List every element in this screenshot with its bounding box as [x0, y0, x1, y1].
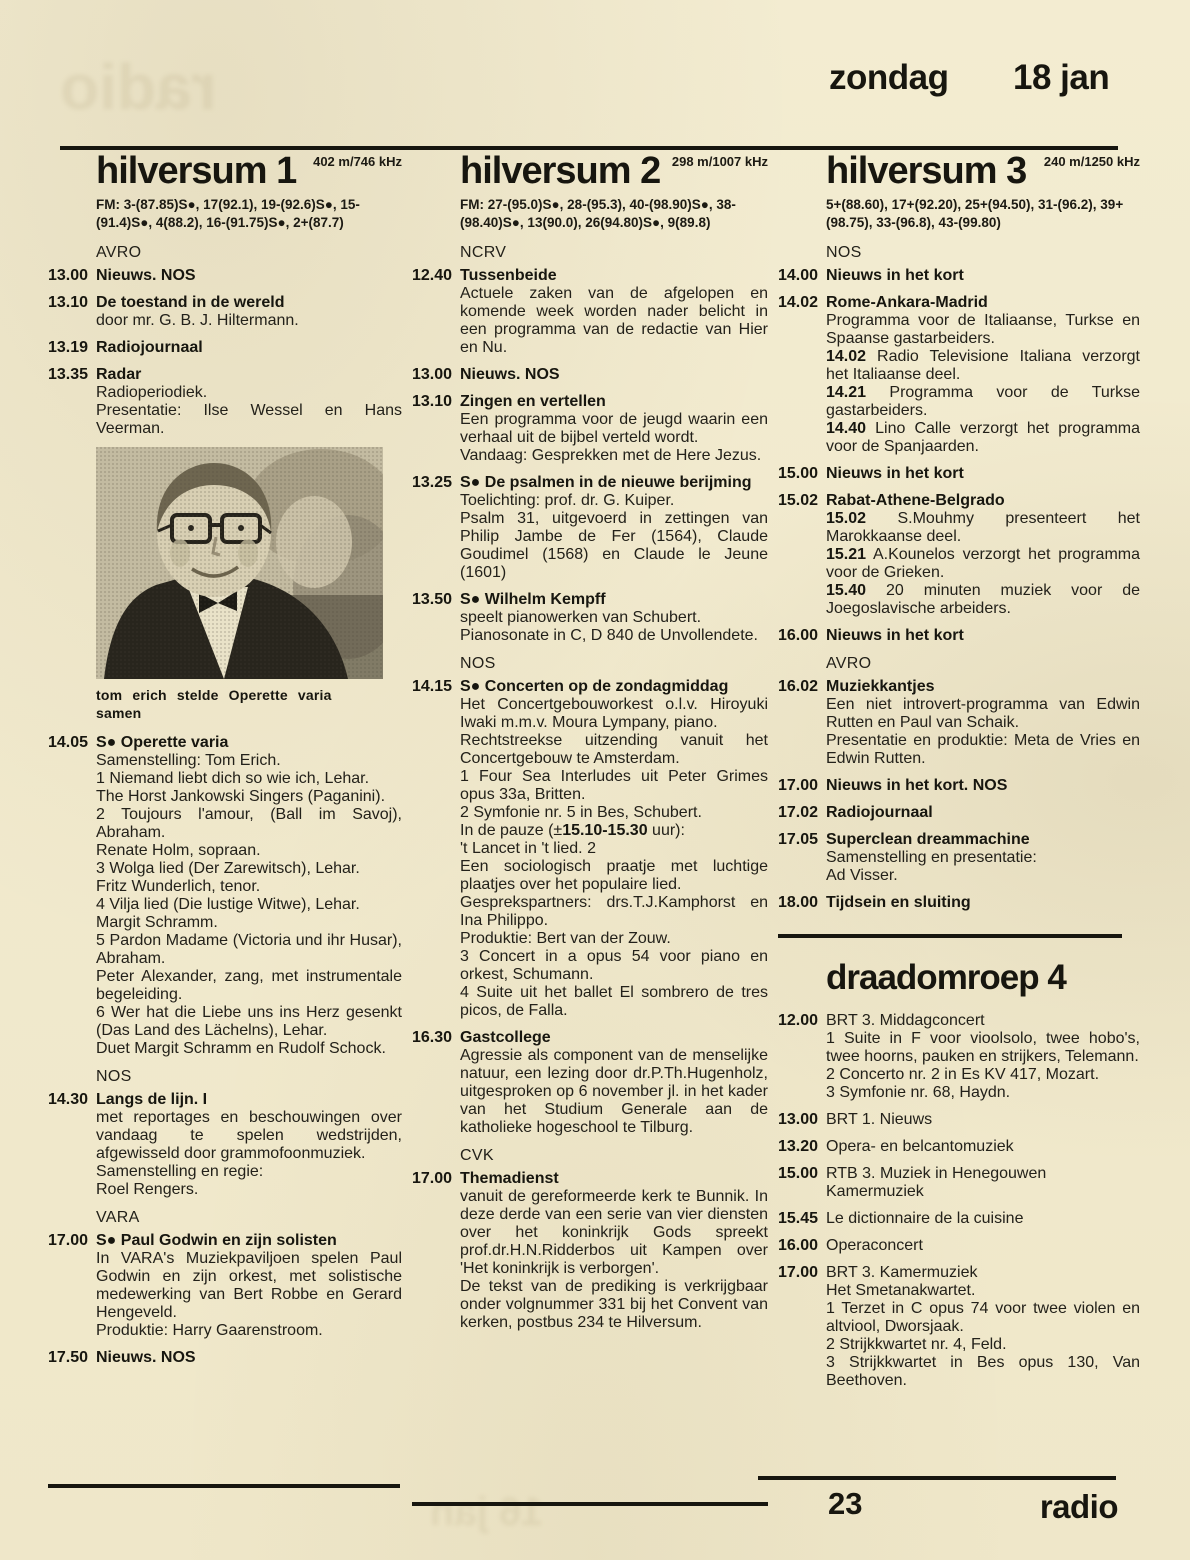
column-1-bottom-rule: [48, 1484, 400, 1488]
program-photo: [96, 447, 383, 722]
program-description: Peter Alexander, zang, met instrumentale begeleiding.: [96, 967, 402, 1003]
program-time: 15.45: [778, 1209, 819, 1227]
program-title: Le dictionnaire de la cuisine: [826, 1209, 1024, 1227]
program-item: [778, 294, 1140, 456]
program-description: Programma voor de Italiaanse, Turkse en Spaanse gastarbeiders.: [826, 311, 1140, 347]
program-time: 13.20: [778, 1137, 819, 1155]
program-item: [48, 734, 402, 1058]
program-time: 17.00: [778, 776, 819, 794]
program-description: Produktie: Bert van der Zouw.: [460, 929, 671, 947]
program-item: [778, 627, 1140, 645]
program-title: Nieuws. NOS: [96, 266, 196, 284]
program-title: S● Operette varia: [96, 733, 229, 751]
program-description: 3 Strijkkwartet in Bes opus 130, Van Beethoven.: [826, 1353, 1140, 1389]
program-item: [778, 1165, 1140, 1201]
column-hilversum-1: [48, 152, 402, 1376]
program-time: 12.00: [778, 1011, 819, 1029]
page-number: 23: [828, 1486, 863, 1521]
section-divider: [778, 934, 1122, 938]
program-description: In VARA's Muziekpaviljoen spelen Paul Godwin en zijn orkest, met solistische medewerking van Bert Robbe en Gerard Hengeveld.: [96, 1249, 402, 1321]
program-item: [412, 678, 768, 1020]
program-title: De toestand in de wereld: [96, 293, 285, 311]
program-time: 13.10: [412, 392, 453, 410]
program-description: 15.02 S.Mouhmy presenteert het Marokkaanse deel.: [826, 509, 1140, 545]
program-description: 15.40 20 minuten muziek voor de Joegoslavische arbeiders.: [826, 581, 1140, 617]
column-3-bottom-rule: [758, 1476, 1116, 1480]
network-label: AVRO: [96, 243, 142, 261]
program-title: Rome-Ankara-Madrid: [826, 293, 988, 311]
program-title: Radar: [96, 365, 142, 383]
program-item: [48, 1232, 402, 1340]
program-title: Nieuws in het kort: [826, 626, 964, 644]
network-label: AVRO: [826, 654, 872, 672]
program-item: [778, 1264, 1140, 1390]
program-item: [412, 591, 768, 645]
program-description: Een programma voor de jeugd waarin een verhaal uit de bijbel verteld wordt.: [460, 410, 768, 446]
program-title: Rabat-Athene-Belgrado: [826, 491, 1005, 509]
program-time: 15.00: [778, 1164, 819, 1182]
program-description: Ad Visser.: [826, 866, 898, 884]
program-description: Het Smetanakwartet.: [826, 1281, 976, 1299]
program-title: Nieuws in het kort: [826, 266, 964, 284]
program-title: Superclean dreammachine: [826, 830, 1030, 848]
program-title: Themadienst: [460, 1169, 559, 1187]
program-title: Gastcollege: [460, 1028, 551, 1046]
stereo-icon: S●: [460, 590, 485, 608]
station-name: hilversum 1: [96, 150, 297, 192]
network-label: NOS: [460, 654, 496, 672]
program-description: 2 Strijkkwartet nr. 4, Feld.: [826, 1335, 1007, 1353]
program-description: In de pauze (±15.10-15.30 uur):: [460, 821, 685, 839]
program-description: Psalm 31, uitgevoerd in zettingen van Philip Jambe de Fer (1564), Claude Goudimel (1568) en Claude le Jeune (1601): [460, 509, 768, 581]
station-name: hilversum 2: [460, 150, 661, 192]
fm-frequencies: FM: 27-(95.0)S●, 28-(95.3), 40-(98.90)S●, 38-(98.40)S●, 13(90.0), 26(94.80)S●, 9(89.8): [460, 197, 736, 230]
program-description: vanuit de gereformeerde kerk te Bunnik. In deze derde van een serie van vier diensten over het koninkrijk Gods spreekt prof.dr.H.N.Ridderbos uit Kampen over 'Het koninkrijk is verborgen'.: [460, 1187, 768, 1277]
magazine-section-label: radio: [1039, 1488, 1118, 1525]
program-description: 14.02 Radio Televisione Italiana verzorgt het Italiaanse deel.: [826, 347, 1140, 383]
program-title: Langs de lijn. I: [96, 1090, 208, 1108]
station-header: [460, 152, 768, 190]
program-time: 17.50: [48, 1348, 89, 1366]
station-header: [96, 152, 402, 190]
program-item: [778, 1012, 1140, 1102]
program-item: [778, 678, 1140, 768]
program-item: [778, 1111, 1140, 1129]
program-title: Opera- en belcantomuziek: [826, 1137, 1014, 1155]
program-description: 5 Pardon Madame (Victoria und ihr Husar), Abraham.: [96, 931, 402, 967]
program-title: Nieuws in het kort. NOS: [826, 776, 1008, 794]
program-description: 4 Suite uit het ballet El sombrero de tres picos, de Falla.: [460, 983, 768, 1019]
program-time: 13.50: [412, 590, 453, 608]
draadomroep-listing: [778, 1012, 1140, 1390]
column-hilversum-3: [778, 152, 1140, 1399]
program-title: S● Concerten op de zondagmiddag: [460, 677, 729, 695]
program-description: 3 Symfonie nr. 68, Haydn.: [826, 1083, 1011, 1101]
program-item: [778, 804, 1140, 822]
program-description: Duet Margit Schramm en Rudolf Schock.: [96, 1039, 386, 1057]
program-description: Presentatie: Ilse Wessel en Hans Veerman.: [96, 401, 402, 437]
program-item: [412, 267, 768, 357]
program-item: [48, 1091, 402, 1199]
program-description: Samenstelling: Tom Erich.: [96, 751, 281, 769]
program-description: 1 Niemand liebt dich so wie ich, Lehar.: [96, 769, 370, 787]
program-title: Nieuws. NOS: [460, 365, 560, 383]
station-name: hilversum 3: [826, 150, 1027, 192]
draadomroep-title: draadomroep 4: [826, 957, 1066, 997]
program-description: Toelichting: prof. dr. G. Kuiper.: [460, 491, 675, 509]
program-description: 2 Concerto nr. 2 in Es KV 417, Mozart.: [826, 1065, 1100, 1083]
program-time: 14.15: [412, 677, 453, 695]
program-description: Renate Holm, sopraan.: [96, 841, 261, 859]
program-description: Produktie: Harry Gaarenstroom.: [96, 1321, 323, 1339]
program-item: [778, 267, 1140, 285]
program-item: [48, 294, 402, 330]
portrait-illustration: [96, 447, 383, 679]
program-description: speelt pianowerken van Schubert.: [460, 608, 702, 626]
station-frequency: 402 m/746 kHz: [313, 154, 402, 169]
program-description: 3 Concert in a opus 54 voor piano en orkest, Schumann.: [460, 947, 768, 983]
program-description: Vandaag: Gesprekken met de Here Jezus.: [460, 446, 762, 464]
station-frequency: 240 m/1250 kHz: [1043, 154, 1140, 169]
network-label: NOS: [96, 1067, 132, 1085]
program-title: BRT 3. Kamermuziek: [826, 1263, 978, 1281]
program-description: 4 Vilja lied (Die lustige Witwe), Lehar.: [96, 895, 360, 913]
program-item: [412, 1029, 768, 1137]
program-description: Samenstelling en presentatie:: [826, 848, 1037, 866]
program-time: 18.00: [778, 893, 819, 911]
program-description: 14.40 Lino Calle verzorgt het programma voor de Spanjaarden.: [826, 419, 1140, 455]
program-time: 15.00: [778, 464, 819, 482]
program-title: Zingen en vertellen: [460, 392, 606, 410]
program-description: 2 Toujours l'amour, (Ball im Savoj), Abraham.: [96, 805, 402, 841]
program-time: 16.02: [778, 677, 819, 695]
program-item: [778, 777, 1140, 795]
program-time: 14.30: [48, 1090, 89, 1108]
program-time: 17.02: [778, 803, 819, 821]
program-description: 2 Symfonie nr. 5 in Bes, Schubert.: [460, 803, 702, 821]
program-time: 17.00: [778, 1263, 819, 1281]
program-title: Radiojournaal: [826, 803, 933, 821]
program-description: 3 Wolga lied (Der Zarewitsch), Lehar.: [96, 859, 360, 877]
program-item: [48, 366, 402, 438]
program-description: 1 Terzet in C opus 74 voor twee violen en altviool, Dworsjaak.: [826, 1299, 1140, 1335]
program-time: 17.00: [412, 1169, 453, 1187]
network-label: VARA: [96, 1208, 140, 1226]
program-description: 6 Wer hat die Liebe uns ins Herz gesenkt (Das Land des Lächelns), Lehar.: [96, 1003, 402, 1039]
program-description: Roel Rengers.: [96, 1180, 199, 1198]
program-item: [778, 894, 1140, 912]
program-item: [778, 465, 1140, 483]
program-description: 't Lancet in 't lied. 2: [460, 839, 596, 857]
program-item: [778, 831, 1140, 885]
program-title: Tussenbeide: [460, 266, 557, 284]
program-description: door mr. G. B. J. Hiltermann.: [96, 311, 299, 329]
program-time: 14.02: [778, 293, 819, 311]
program-listing: [48, 244, 402, 1367]
program-description: 1 Suite in F voor vioolsolo, twee hobo's, twee hoorns, pauken en strijkers, Telemann.: [826, 1029, 1140, 1065]
showthrough-artifact: 16 jan: [430, 1490, 544, 1534]
stereo-icon: S●: [96, 1231, 121, 1249]
program-description: The Horst Jankowski Singers (Paganini).: [96, 787, 386, 805]
program-item: [412, 393, 768, 465]
program-title: BRT 1. Nieuws: [826, 1110, 933, 1128]
program-time: 14.05: [48, 733, 89, 751]
program-description: Gesprekspartners: drs.T.J.Kamphorst en Ina Philippo.: [460, 893, 768, 929]
day-label: zondag: [829, 58, 949, 97]
date-label: 18 jan: [1013, 58, 1110, 97]
network-label: NCRV: [460, 243, 507, 261]
program-description: 15.21 A.Kounelos verzorgt het programma voor de Grieken.: [826, 545, 1140, 581]
program-description: Fritz Wunderlich, tenor.: [96, 877, 261, 895]
showthrough-artifact: radio: [60, 51, 217, 123]
program-title: S● De psalmen in de nieuwe berijming: [460, 473, 752, 491]
program-description: Radioperiodiek.: [96, 383, 208, 401]
program-description: Het Concertgebouworkest o.l.v. Hiroyuki Iwaki m.m.v. Moura Lympany, piano.: [460, 695, 768, 731]
program-time: 16.00: [778, 626, 819, 644]
program-time: 17.00: [48, 1231, 89, 1249]
program-description: 14.21 Programma voor de Turkse gastarbeiders.: [826, 383, 1140, 419]
stereo-icon: S●: [96, 733, 121, 751]
program-title: Muziekkantjes: [826, 677, 935, 695]
station-header: [826, 152, 1140, 190]
program-item: [412, 474, 768, 582]
program-time: 14.00: [778, 266, 819, 284]
program-title: BRT 3. Middagconcert: [826, 1011, 985, 1029]
program-title: Radiojournaal: [96, 338, 203, 356]
program-description: Samenstelling en regie:: [96, 1162, 264, 1180]
program-description: Kamermuziek: [826, 1182, 924, 1200]
program-time: 13.00: [412, 365, 453, 383]
program-listing: [412, 244, 768, 1332]
program-time: 13.19: [48, 338, 89, 356]
stereo-icon: S●: [460, 473, 485, 491]
stereo-icon: S●: [460, 677, 485, 695]
program-description: Rechtstreekse uitzending vanuit het Concertgebouw te Amsterdam.: [460, 731, 768, 767]
program-item: [412, 366, 768, 384]
column-hilversum-2: [412, 152, 768, 1341]
program-description: Agressie als component van de menselijke natuur, een lezing door dr.P.Th.Hugenholz, uitgesproken op 6 november jl. in het kader van het Studium Generale aan de katholieke hogeschool te Tilburg.: [460, 1046, 768, 1136]
program-title: RTB 3. Muziek in Henegouwen: [826, 1164, 1047, 1182]
program-time: 12.40: [412, 266, 453, 284]
photo-caption: tom erich stelde Operette varia samen: [96, 686, 332, 721]
program-description: 1 Four Sea Interludes uit Peter Grimes opus 33a, Britten.: [460, 767, 768, 803]
program-description: Actuele zaken van de afgelopen en komende week worden nader belicht in een programma van de redactie van Hier en Nu.: [460, 284, 768, 356]
program-item: [48, 1349, 402, 1367]
program-title: Operaconcert: [826, 1236, 923, 1254]
program-time: 13.35: [48, 365, 89, 383]
program-time: 17.05: [778, 830, 819, 848]
program-description: Een sociologisch praatje met luchtige plaatjes over het populaire lied.: [460, 857, 768, 893]
program-description: Een niet introvert-programma van Edwin Rutten en Paul van Schaik.: [826, 695, 1140, 731]
fm-frequencies: FM: 3-(87.85)S●, 17(92.1), 19-(92.6)S●, 15-(91.4)S●, 4(88.2), 16-(91.75)S●, 2+(87.7): [96, 197, 360, 230]
program-item: [778, 1237, 1140, 1255]
program-time: 16.00: [778, 1236, 819, 1254]
program-description: met reportages en beschouwingen over vandaag te spelen wedstrijden, afgewisseld door grammofoonmuziek.: [96, 1108, 402, 1162]
program-title: Nieuws in het kort: [826, 464, 964, 482]
fm-frequencies: 5+(88.60), 17+(92.20), 25+(94.50), 31-(96.2), 39+(98.75), 33-(96.8), 43-(99.80): [826, 197, 1124, 230]
program-description: Pianosonate in C, D 840 de Unvollendete.: [460, 626, 758, 644]
program-time: 16.30: [412, 1028, 453, 1046]
program-time: 13.00: [778, 1110, 819, 1128]
program-item: [778, 492, 1140, 618]
program-listing: [778, 244, 1140, 912]
program-item: [778, 1210, 1140, 1228]
program-time: 13.25: [412, 473, 453, 491]
program-description: De tekst van de prediking is verkrijgbaar onder volgnummer 331 bij het Convent van kerken, postbus 234 te Hilversum.: [460, 1277, 768, 1331]
station-frequency: 298 m/1007 kHz: [671, 154, 768, 169]
program-item: [48, 339, 402, 357]
program-title: Nieuws. NOS: [96, 1348, 196, 1366]
program-item: [412, 1170, 768, 1332]
program-time: 13.10: [48, 293, 89, 311]
column-2-bottom-rule: [412, 1502, 768, 1506]
network-label: CVK: [460, 1146, 494, 1164]
program-item: [48, 267, 402, 285]
program-description: Margit Schramm.: [96, 913, 218, 931]
program-description: Presentatie en produktie: Meta de Vries en Edwin Rutten.: [826, 731, 1140, 767]
network-label: NOS: [826, 243, 862, 261]
program-title: S● Paul Godwin en zijn solisten: [96, 1231, 337, 1249]
program-title: S● Wilhelm Kempff: [460, 590, 606, 608]
program-item: [778, 1138, 1140, 1156]
program-title: Tijdsein en sluiting: [826, 893, 971, 911]
program-time: 13.00: [48, 266, 89, 284]
program-time: 15.02: [778, 491, 819, 509]
